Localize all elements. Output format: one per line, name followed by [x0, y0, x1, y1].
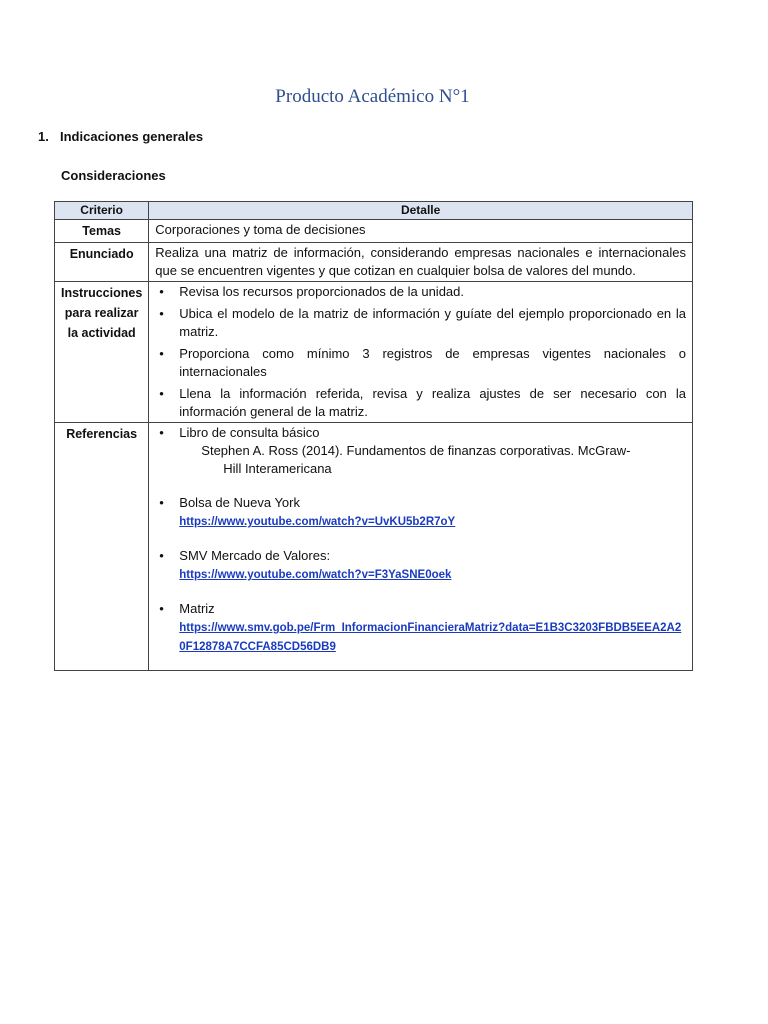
row-enunciado: [55, 243, 693, 282]
detail-enunciado: Realiza una matriz de información, considerando empresas nacionales e internacionales que se encuentren vigentes y que cotizan en cualquier bolsa de valores del mundo.: [149, 243, 693, 282]
detail-referencias: [149, 423, 693, 671]
label-enunciado: Enunciado: [55, 243, 149, 282]
header-criterio: Criterio: [55, 202, 149, 220]
instructions-list: [155, 283, 686, 421]
reference-title: Libro de consulta básico: [179, 425, 320, 440]
criteria-table: [54, 201, 693, 671]
reference-item: [155, 424, 686, 478]
table-header-row: [55, 202, 693, 220]
label-referencias: Referencias: [55, 423, 149, 671]
list-item: • Revisa los recursos proporcionados de la unidad.: [155, 283, 686, 301]
section-heading: [38, 129, 203, 144]
reference-link[interactable]: https://www.youtube.com/watch?v=F3YaSNE0oek: [179, 569, 452, 581]
reference-link[interactable]: https://www.smv.gob.pe/Frm_InformacionFinancieraMatriz?data=E1B3C3203FBDB5EEA2A20F12878A7CCFA85CD56DB9: [179, 622, 682, 653]
detail-instrucciones: [149, 282, 693, 423]
page-title: Producto Académico N°1: [275, 86, 470, 107]
reference-link[interactable]: https://www.youtube.com/watch?v=UvKU5b2R7oY: [179, 516, 456, 528]
references-list: [155, 424, 686, 656]
subsection-heading: Consideraciones: [61, 168, 166, 183]
label-temas: Temas: [55, 220, 149, 243]
list-item: • Proporciona como mínimo 3 registros de empresas vigentes nacionales o internacionales: [155, 345, 686, 381]
reference-item: [155, 547, 686, 584]
citation-line: Hill Interamericana: [223, 461, 332, 476]
row-instrucciones: [55, 282, 693, 423]
list-item: • Llena la información referida, revisa y realiza ajustes de ser necesario con la información general de la matriz.: [155, 385, 686, 421]
list-item: • Ubica el modelo de la matriz de información y guíate del ejemplo proporcionado en la matriz.: [155, 305, 686, 341]
row-referencias: [55, 423, 693, 671]
reference-citation: [179, 442, 686, 478]
reference-item: [155, 494, 686, 531]
detail-temas: Corporaciones y toma de decisiones: [149, 220, 693, 243]
reference-item: [155, 600, 686, 656]
row-temas: [55, 220, 693, 243]
header-detalle: Detalle: [149, 202, 693, 220]
reference-title: • Matriz: [179, 601, 215, 616]
citation-line: Stephen A. Ross (2014). Fundamentos de finanzas corporativas. McGraw-: [201, 443, 631, 458]
reference-title: • SMV Mercado de Valores:: [179, 548, 331, 563]
section-number: 1.: [38, 129, 49, 144]
section-title: Indicaciones generales: [60, 129, 204, 144]
label-instrucciones: Instrucciones para realizar la actividad: [55, 282, 149, 423]
reference-title: • Bolsa de Nueva York: [179, 495, 300, 510]
